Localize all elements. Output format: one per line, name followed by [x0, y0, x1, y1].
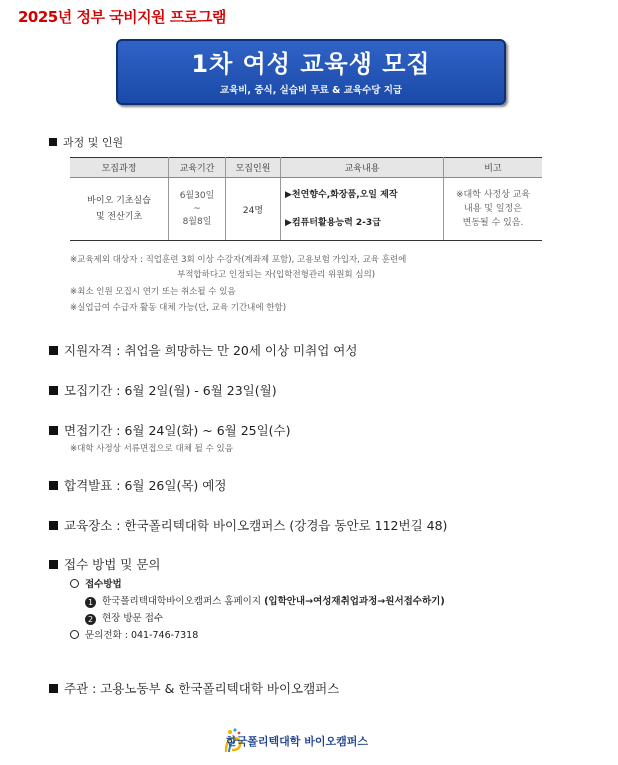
square-bullet-icon — [49, 138, 57, 146]
interview-line: 면접기간 : 6월 24일(화) ~ 6월 25일(수) — [49, 421, 291, 439]
square-bullet-icon — [49, 560, 58, 569]
number-one-icon: 1 — [85, 597, 96, 608]
square-bullet-icon — [49, 521, 58, 530]
apply-method-label: 접수방법 — [70, 576, 122, 590]
exclusion-note: ※교육제외 대상자 : 직업훈련 3회 이상 수강자(계좌제 포함), 고용보험 가입자, 교육 훈련에 — [70, 255, 407, 265]
course-content-cell: ▶천연향수,화장품,오일 제작 ▶컴퓨터활용능력 2-3급 — [281, 178, 444, 241]
exclusion-note-cont: 부적합하다고 인정되는 자(입학전형관리 위원회 심의) — [177, 270, 376, 280]
apply-step-2: 2 현장 방문 접수 — [85, 610, 163, 625]
apply-heading: 접수 방법 및 문의 — [49, 555, 160, 573]
course-name-cell: 바이오 기초실습 및 전산기초 — [70, 178, 169, 241]
header-capacity: 모집인원 — [226, 158, 281, 178]
apply-step-1: 1 한국폴리텍대학바이오캠퍼스 홈페이지 (입학안내→여성재취업과정→원서접수하기) — [85, 593, 445, 608]
circle-bullet-icon — [70, 630, 79, 639]
header-course: 모집과정 — [70, 158, 169, 178]
circle-bullet-icon — [70, 579, 79, 588]
banner-title: 1차 여성 교육생 모집 — [191, 50, 431, 78]
program-title: 2025년 정부 국비지원 프로그램 — [18, 8, 226, 26]
phone-line: 문의전화 : 041-746-7318 — [70, 627, 198, 641]
table-header-row — [70, 158, 542, 178]
header-period: 교육기간 — [169, 158, 226, 178]
square-bullet-icon — [49, 426, 58, 435]
square-bullet-icon — [49, 386, 58, 395]
square-bullet-icon — [49, 684, 58, 693]
course-table — [70, 157, 542, 241]
table-row — [70, 178, 542, 241]
header-note: 비고 — [444, 158, 543, 178]
banner-subtitle: 교육비, 중식, 실습비 무료 & 교육수당 지급 — [219, 85, 403, 96]
qualification-line: 지원자격 : 취업을 희망하는 만 20세 이상 미취업 여성 — [49, 341, 357, 359]
interview-note: ※대학 사정상 서류면접으로 대체 될 수 있음 — [70, 444, 233, 454]
location-line: 교육장소 : 한국폴리텍대학 바이오캠퍼스 (강경읍 동안로 112번길 48) — [49, 516, 447, 534]
recruitment-banner — [116, 39, 506, 105]
footer-logo-text: 한국폴리텍대학 바이오캠퍼스 — [226, 735, 368, 748]
recruit-period-line: 모집기간 : 6월 2일(월) - 6월 23일(월) — [49, 381, 277, 399]
course-capacity-cell: 24명 — [226, 178, 281, 241]
organizer-line: 주관 : 고용노동부 & 한국폴리텍대학 바이오캠퍼스 — [49, 679, 339, 697]
course-note-cell: ※대학 사정상 교육 내용 및 일정은 변동될 수 있음. — [444, 178, 543, 241]
course-section-heading: 과정 및 인원 — [49, 134, 123, 150]
unemployment-note: ※실업급여 수급자 활동 대체 가능(단, 교육 기간내에 한함) — [70, 303, 287, 313]
course-period-cell: 6월30일 ~ 8월8일 — [169, 178, 226, 241]
minimum-note: ※최소 인원 모집시 연기 또는 취소될 수 있음 — [70, 287, 236, 297]
announcement-line: 합격발표 : 6월 26일(목) 예정 — [49, 476, 226, 494]
square-bullet-icon — [49, 346, 58, 355]
number-two-icon: 2 — [85, 614, 96, 625]
header-content: 교육내용 — [281, 158, 444, 178]
square-bullet-icon — [49, 481, 58, 490]
